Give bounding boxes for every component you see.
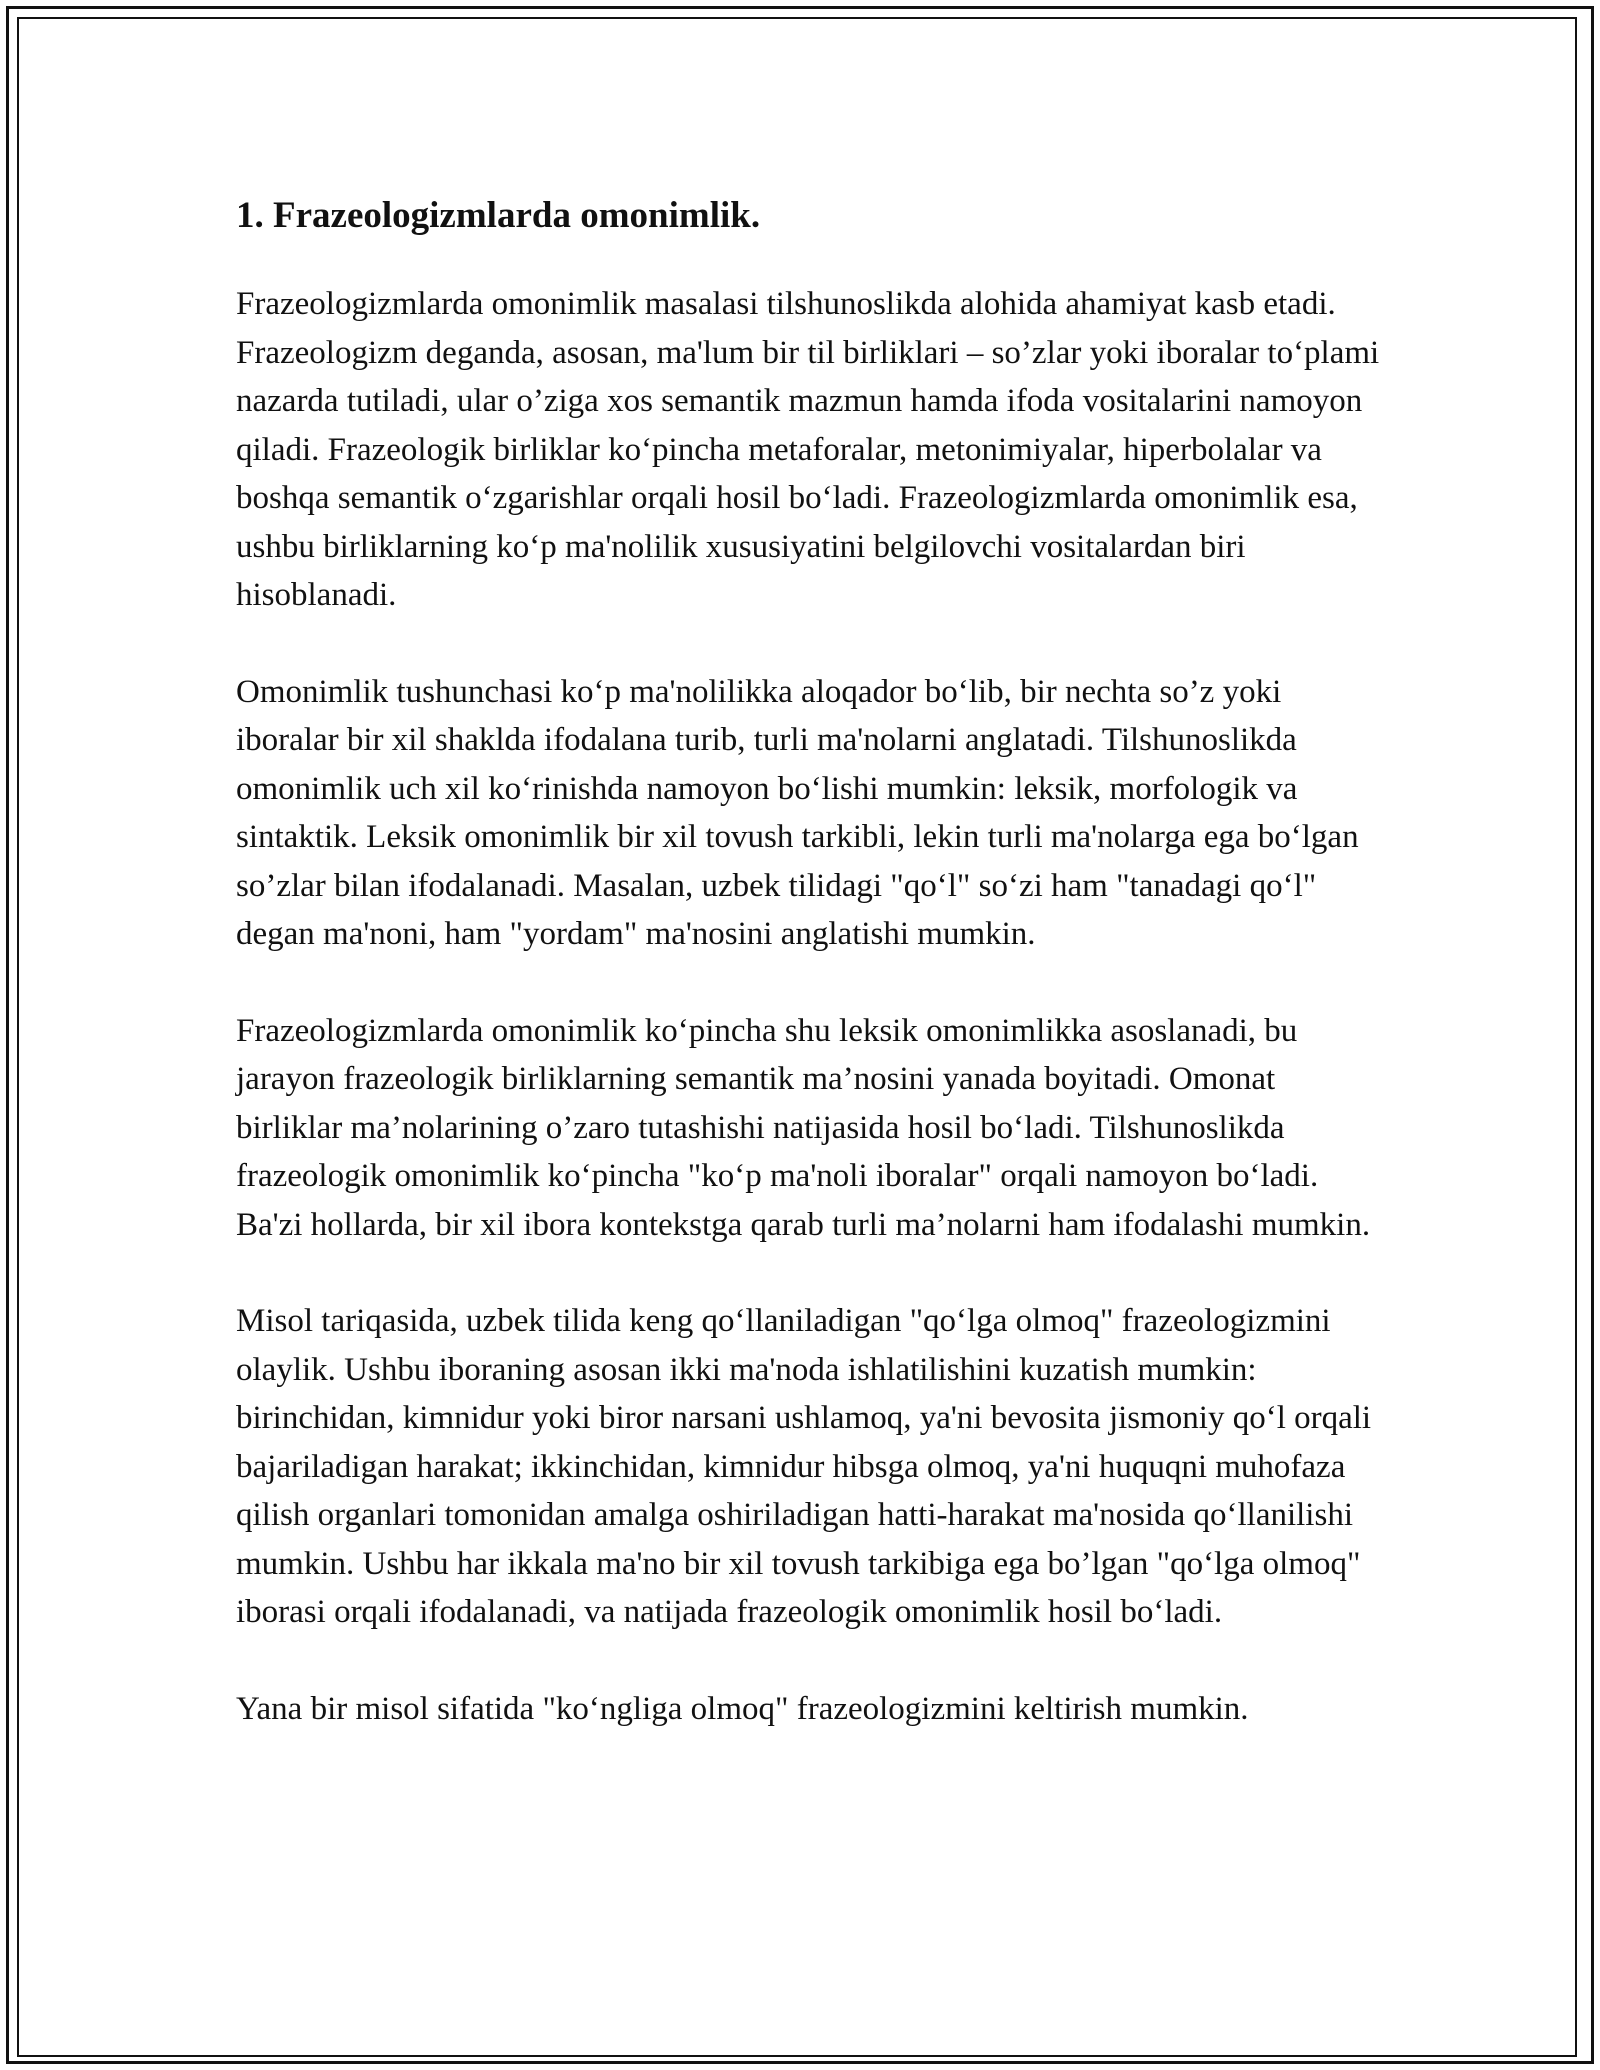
paragraph-5: Yana bir misol sifatida "ko‘ngliga olmoq" frazeologizmini keltirish mumkin.	[236, 1690, 1249, 1727]
paragraph-3: Frazeologizmlarda omonimlik ko‘pincha shu leksik omonimlikka asoslanadi, bu jarayon frazeologik birliklarning semantik ma’nosini yanada boyitadi. Omonat birliklar ma’nolarining o’zaro tutashishi natijasida hosil bo‘ladi. Tilshunoslikda frazeologik omonimlik ko‘pincha "ko‘p ma'noli iboralar" orqali namoyon bo‘ladi. Ba'zi hollarda, bir xil ibora kontekstga qarab turli ma’nolarni ham ifodalashi mumkin.	[236, 1012, 1371, 1243]
document-body	[236, 188, 1386, 1781]
paragraph-1: Frazeologizmlarda omonimlik masalasi tilshunoslikda alohida ahamiyat kasb etadi. Frazeologizm deganda, asosan, ma'lum bir til birliklari – so’zlar yoki iboralar to‘plami nazarda tutiladi, ular o’ziga xos semantik mazmun hamda ifoda vositalarini namoyon qiladi. Frazeologik birliklar ko‘pincha metaforalar, metonimiyalar, hiperbolalar va boshqa semantik o‘zgarishlar orqali hosil bo‘ladi. Frazeologizmlarda omonimlik esa, ushbu birliklarning ko‘p ma'nolilik xususiyatini belgilovchi vositalardan biri hisoblanadi.	[236, 286, 1380, 613]
paragraph-2: Omonimlik tushunchasi ko‘p ma'nolilikka aloqador bo‘lib, bir nechta so’z yoki iboralar bir xil shaklda ifodalana turib, turli ma'nolarni anglatadi. Tilshunoslikda omonimlik uch xil ko‘rinishda namoyon bo‘lishi mumkin: leksik, morfologik va sintaktik. Leksik omonimlik bir xil tovush tarkibli, lekin turli ma'nolarga ega bo‘lgan so’zlar bilan ifodalanadi. Masalan, uzbek tilidagi "qo‘l" so‘zi ham "tanadagi qo‘l" degan ma'noni, ham "yordam" ma'nosini anglatishi mumkin.	[236, 673, 1359, 952]
paragraph-4: Misol tariqasida, uzbek tilida keng qo‘llaniladigan "qo‘lga olmoq" frazeologizmini olaylik. Ushbu iboraning asosan ikki ma'noda ishlatilishini kuzatish mumkin: birinchidan, kimnidur yoki biror narsani ushlamoq, ya'ni bevosita jismoniy qo‘l orqali bajariladigan harakat; ikkinchidan, kimnidur hibsga olmoq, ya'ni huquqni muhofaza qilish organlari tomonidan amalga oshiriladigan hatti-harakat ma'nosida qo‘llanilishi mumkin. Ushbu har ikkala ma'no bir xil tovush tarkibiga ega bo’lgan "qo‘lga olmoq" iborasi orqali ifodalanadi, va natijada frazeologik omonimlik hosil bo‘ladi.	[236, 1303, 1372, 1630]
section-heading: 1. Frazeologizmlarda omonimlik.	[236, 195, 761, 236]
